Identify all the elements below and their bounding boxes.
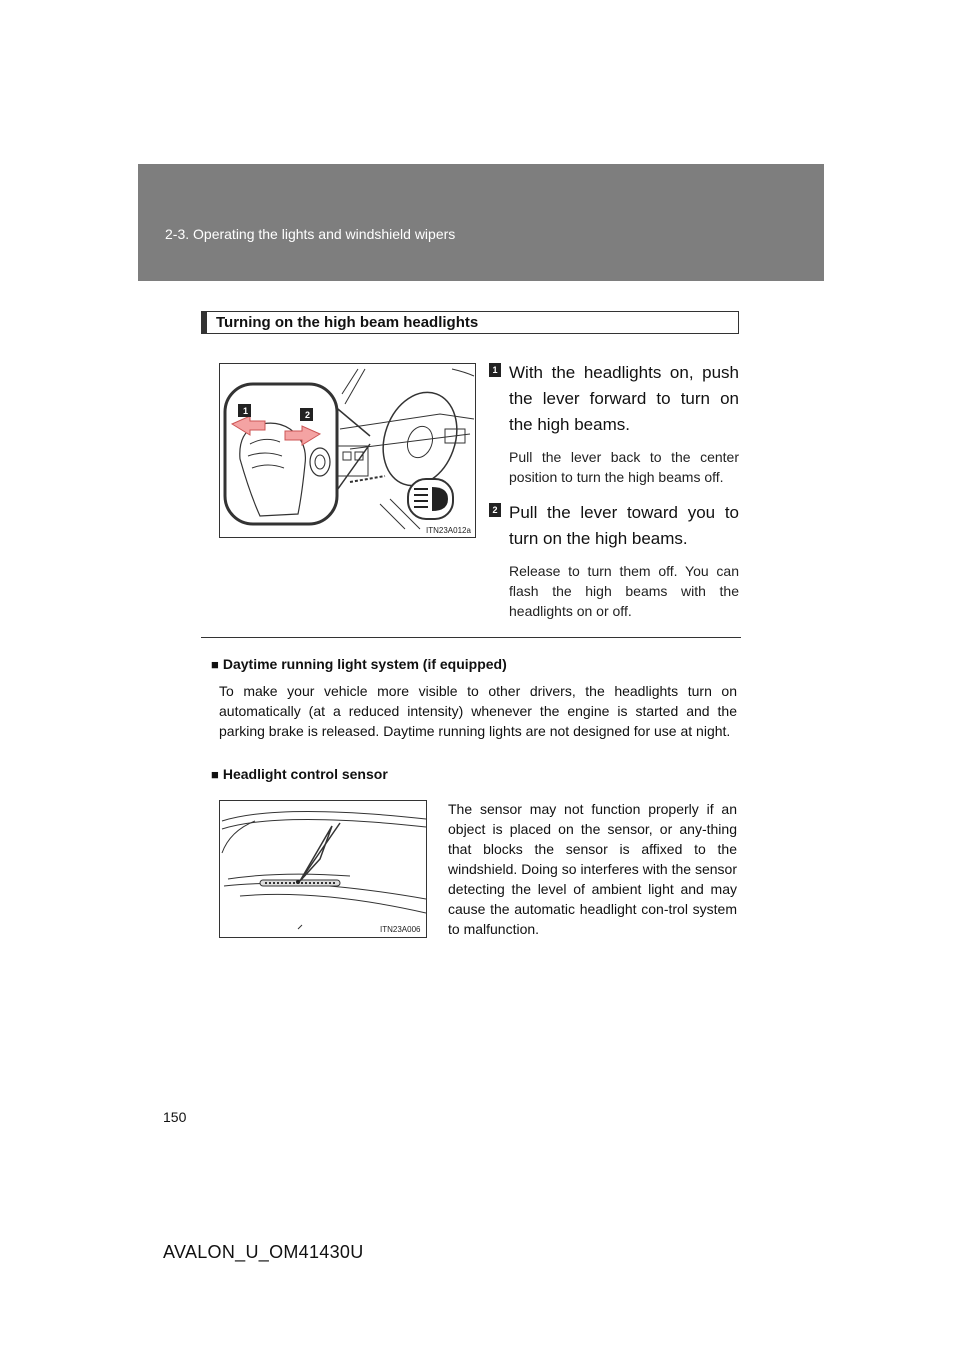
step-1-note: Pull the lever back to the center position to turn the high beams off. [509, 449, 739, 485]
document-code: AVALON_U_OM41430U [163, 1242, 364, 1262]
sensor-heading [211, 766, 388, 782]
lever-illustration-drawing [220, 364, 476, 538]
lever-illustration [219, 363, 476, 538]
figure1-id: ITN23A012a [426, 526, 471, 535]
step-2 [489, 500, 739, 621]
square-bullet-icon: ■ [211, 657, 219, 672]
section-title-box [201, 311, 739, 334]
step-1-text: With the headlights on, push the lever forward to turn on the high beams. [509, 363, 739, 434]
sensor-illustration [219, 800, 427, 938]
figure1-badge-1: 1 [243, 406, 249, 416]
sensor-illustration-drawing [220, 801, 427, 938]
page-number: 150 [163, 1109, 187, 1125]
header-band [138, 164, 824, 281]
step-1 [489, 360, 739, 487]
figure2-id: ITN23A006 [380, 925, 421, 934]
drl-heading [211, 656, 507, 672]
header-section-title: 2-3. Operating the lights and windshield wipers [165, 226, 456, 242]
step-2-text: Pull the lever toward you to turn on the high beams. [509, 503, 739, 548]
drl-heading-text: Daytime running light system (if equipped) [222, 656, 507, 672]
step-2-note: Release to turn them off. You can flash the high beams with the headlights on or off. [509, 563, 739, 619]
drl-paragraph: To make your vehicle more visible to other drivers, the headlights turn on automatically (at a reduced intensity) whenever the engine is started and the parking brake is released. Daytime running lights are not designed for use at night. [219, 683, 737, 739]
square-bullet-icon: ■ [211, 767, 219, 782]
figure1-badge-2: 2 [305, 410, 311, 420]
step-2-number: 2 [489, 503, 501, 517]
section-title: Turning on the high beam headlights [216, 314, 479, 331]
step-1-number: 1 [489, 363, 501, 377]
sensor-paragraph: The sensor may not function properly if an object is placed on the sensor, or any-thing that blocks the sensor is affixed to the windshield. Doing so interferes with the sensor detecting the level of ambient light and may cause the automatic headlight con-trol system to malfunction. [448, 801, 737, 937]
section-divider [201, 637, 741, 638]
section-title-bar [202, 312, 207, 333]
sensor-heading-text: Headlight control sensor [222, 766, 388, 782]
